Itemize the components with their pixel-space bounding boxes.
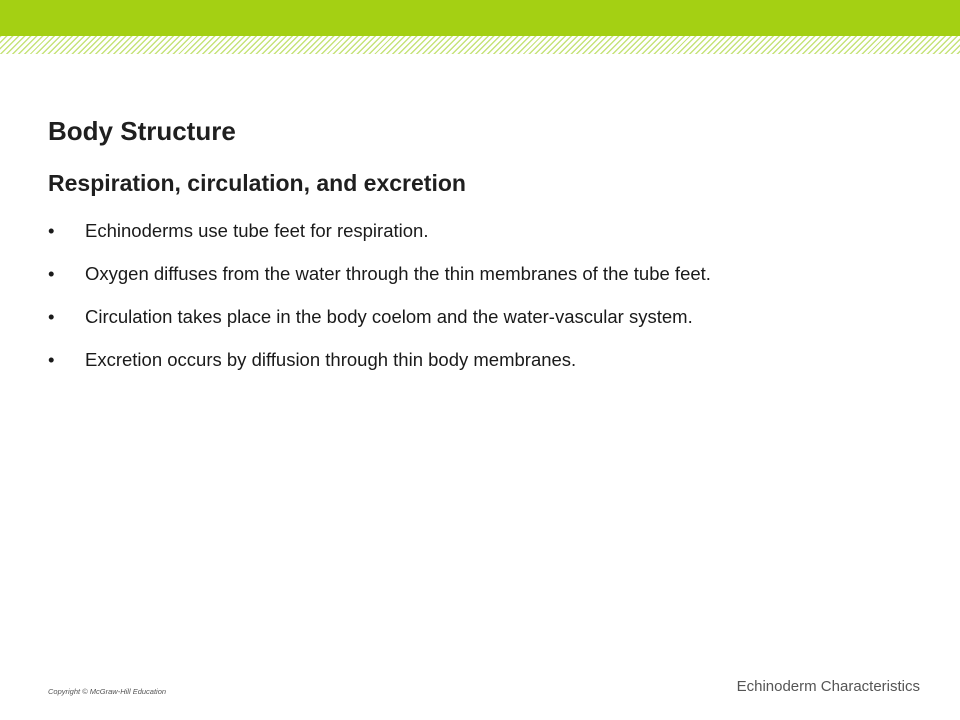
slide-title: Body Structure xyxy=(48,116,236,146)
footer-section-title: Echinoderm Characteristics xyxy=(736,678,920,695)
bullet-text: Excretion occurs by diffusion through thin body membranes. xyxy=(85,349,577,370)
bullet-text: Oxygen diffuses from the water through the thin membranes of the tube feet. xyxy=(85,263,711,284)
top-accent-bar xyxy=(0,0,960,36)
bullet-icon: • xyxy=(48,306,55,327)
bullet-icon: • xyxy=(48,349,55,370)
bullet-text: Echinoderms use tube feet for respiration. xyxy=(85,220,429,241)
bullet-icon: • xyxy=(48,263,55,284)
top-hatch-pattern xyxy=(0,36,960,54)
bullet-icon: • xyxy=(48,220,55,241)
slide-subtitle: Respiration, circulation, and excretion xyxy=(48,170,466,196)
bullet-text: Circulation takes place in the body coelom and the water-vascular system. xyxy=(85,306,693,327)
copyright-notice: Copyright © McGraw-Hill Education xyxy=(48,687,167,696)
